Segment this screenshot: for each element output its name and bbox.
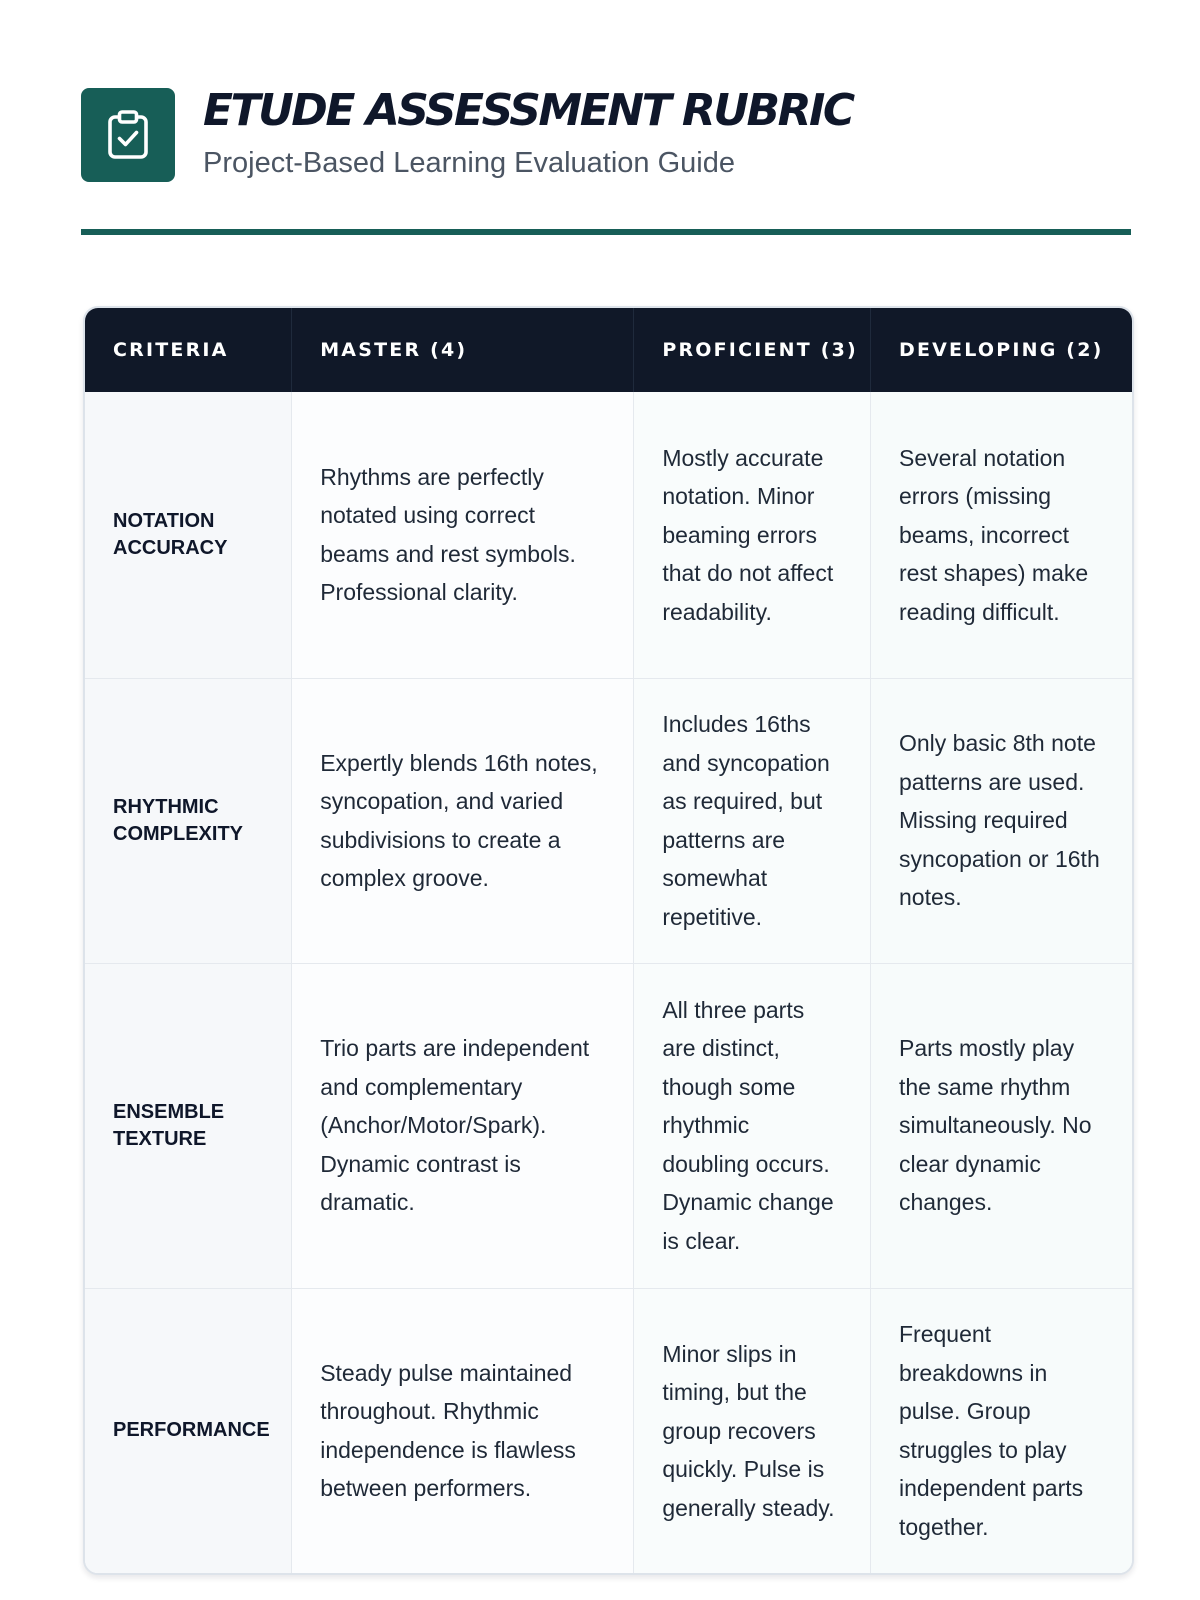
header-divider (81, 229, 1131, 235)
logo-badge (81, 88, 175, 182)
developing-cell: Only basic 8th note patterns are used. Missing required syncopation or 16th notes. (870, 678, 1132, 963)
master-cell: Trio parts are independent and complementary (Anchor/Motor/Spark). Dynamic contrast is dramatic. (292, 963, 634, 1288)
criteria-cell: RHYTHMIC COMPLEXITY (85, 678, 292, 963)
table-row (85, 392, 1132, 678)
proficient-cell: Minor slips in timing, but the group recovers quickly. Pulse is generally steady. (634, 1288, 871, 1573)
table-header-row (85, 308, 1132, 392)
clipboard-check-icon (107, 110, 149, 160)
column-header-developing: DEVELOPING (2) (870, 308, 1132, 392)
proficient-cell: Includes 16ths and syncopation as required, but patterns are somewhat repetitive. (634, 678, 871, 963)
criteria-cell: ENSEMBLE TEXTURE (85, 963, 292, 1288)
page-header (81, 85, 1131, 182)
developing-cell: Frequent breakdowns in pulse. Group struggles to play independent parts together. (870, 1288, 1132, 1573)
proficient-cell: All three parts are distinct, though some rhythmic doubling occurs. Dynamic change is clear. (634, 963, 871, 1288)
page-subtitle: Project-Based Learning Evaluation Guide (203, 147, 735, 179)
rubric-table (85, 308, 1132, 1573)
master-cell: Rhythms are perfectly notated using correct beams and rest symbols. Professional clarity. (292, 392, 634, 678)
table-row (85, 963, 1132, 1288)
proficient-cell: Mostly accurate notation. Minor beaming errors that do not affect readability. (634, 392, 871, 678)
criteria-cell: PERFORMANCE (85, 1288, 292, 1573)
master-cell: Steady pulse maintained throughout. Rhythmic independence is flawless between performers. (292, 1288, 634, 1573)
master-cell: Expertly blends 16th notes, syncopation, and varied subdivisions to create a complex groove. (292, 678, 634, 963)
criteria-cell: NOTATION ACCURACY (85, 392, 292, 678)
developing-cell: Several notation errors (missing beams, incorrect rest shapes) make reading difficult. (870, 392, 1132, 678)
column-header-criteria: CRITERIA (85, 308, 292, 392)
developing-cell: Parts mostly play the same rhythm simultaneously. No clear dynamic changes. (870, 963, 1132, 1288)
page-title: ETUDE ASSESSMENT RUBRIC (203, 85, 853, 136)
rubric-table-card (83, 306, 1134, 1575)
column-header-proficient: PROFICIENT (3) (634, 308, 871, 392)
table-row (85, 1288, 1132, 1573)
table-row (85, 678, 1132, 963)
column-header-master: MASTER (4) (292, 308, 634, 392)
